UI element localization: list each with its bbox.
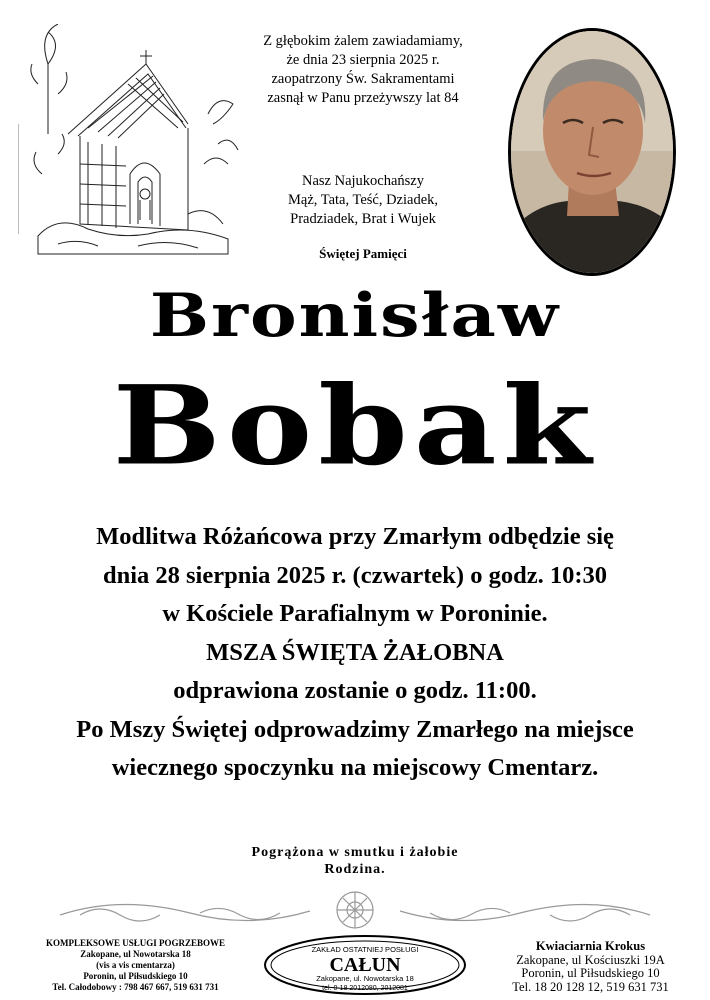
logo-brand: CAŁUN <box>329 954 401 976</box>
portrait-photo <box>508 28 676 276</box>
memory-heading: Świętej Pamięci <box>319 246 407 261</box>
death-announcement: Z głębokim żalem zawiadamiamy, że dnia 23 sierpnia 2025 r. zaopatrzony Św. Sakramentami zasnął w Panu przeżywszy lat 84 <box>263 33 463 106</box>
first-name: Bronisław <box>149 280 561 351</box>
family-signature: Pogrążona w smutku i żałobie Rodzina. <box>251 845 459 877</box>
florist-info: Kwiaciarnia Krokus Zakopane, ul Kościuszki 19A Poronin, ul Piłsudskiego 10 Tel. 18 20 128 12, 519 631 731 <box>512 939 669 994</box>
logo-top-text: ZAKŁAD OSTATNIEJ POSŁUGI <box>311 945 419 954</box>
logo-phone: tel. 0-18 2012080, 2012081 <box>322 985 408 992</box>
portrait-image <box>511 31 673 273</box>
funeral-services-info: KOMPLEKSOWE USŁUGI POGRZEBOWE Zakopane, ul Nowotarska 18 (vis a vis cmentarza) Poronin, ul Piłsudskiego 10 Tel. Całodobowy : 798 467 667, 519 631 731 <box>45 938 226 992</box>
logo-address: Zakopane, ul. Nowotarska 18 <box>316 974 414 983</box>
ceremony-info: Modlitwa Różańcowa przy Zmarłym odbędzie się dnia 28 sierpnia 2025 r. (czwartek) o godz. 10:30 w Kościele Parafialnym w Poroninie. MSZA ŚWIĘTA ŻAŁOBNA odprawiona zostanie o godz. 11:00. Po Mszy Świętej odprowadzimy Zmarłego na miejsce wiecznego spoczynku na miejscowy Cmentarz. <box>76 523 634 781</box>
last-name: Bobak <box>112 362 598 490</box>
chapel-sketch <box>18 24 244 262</box>
family-relation: Nasz Najukochańszy Mąż, Tata, Teść, Dziadek, Pradziadek, Brat i Wujek <box>287 173 439 227</box>
floral-ornament <box>40 885 670 935</box>
calun-logo <box>262 934 468 996</box>
